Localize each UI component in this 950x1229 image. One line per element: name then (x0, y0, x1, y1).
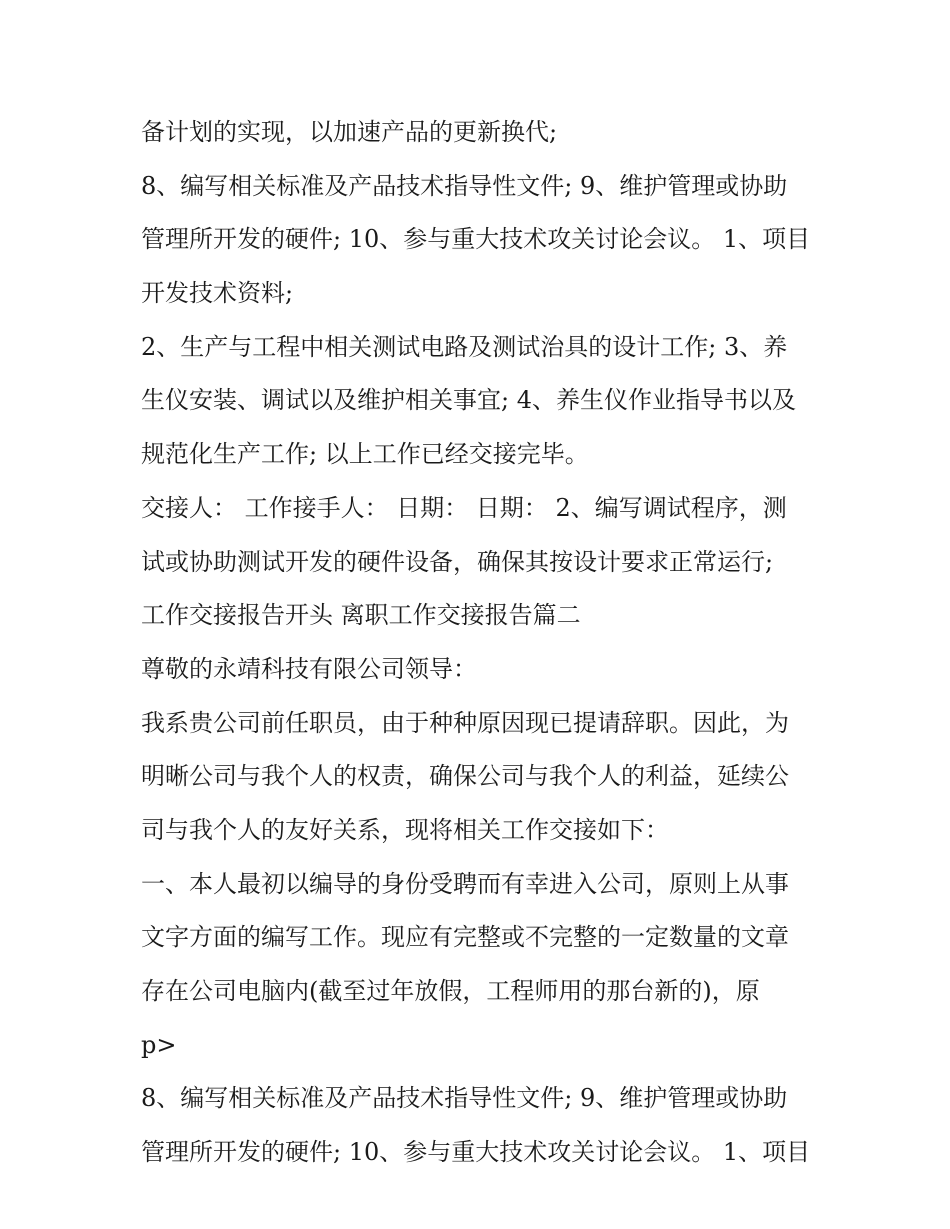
document-body (141, 106, 813, 1180)
text-line: 8、编写相关标准及产品技术指导性文件; 9、维护管理或协助 (141, 171, 788, 200)
text-line: p> (141, 1030, 177, 1059)
text-line: 规范化生产工作; 以上工作已经交接完毕。 (141, 440, 589, 469)
text-line: 8、编写相关标准及产品技术指导性文件; 9、维护管理或协助 (141, 1084, 788, 1113)
text-line: 明晰公司与我个人的权责，确保公司与我个人的利益，延续公 (141, 762, 789, 791)
text-line: 管理所开发的硬件; 10、参与重大技术攻关讨论会议。 1、项目 (141, 225, 811, 254)
text-line: 司与我个人的友好关系，现将相关工作交接如下： (141, 815, 669, 844)
text-line: 备计划的实现，以加速产品的更新换代; (141, 118, 558, 146)
text-line: 尊敬的永靖科技有限公司领导： (141, 654, 477, 683)
text-line: 管理所开发的硬件; 10、参与重大技术攻关讨论会议。 1、项目 (141, 1138, 811, 1167)
text-line: 试或协助测试开发的硬件设备，确保其按设计要求正常运行; (141, 547, 774, 576)
text-line: 文字方面的编写工作。现应有完整或不完整的一定数量的文章 (141, 923, 789, 952)
text-line: 存在公司电脑内(截至过年放假，工程师用的那台新的)，原 (141, 977, 760, 1005)
text-line: 一、本人最初以编导的身份受聘而有幸进入公司，原则上从事 (141, 869, 789, 898)
text-line: 工作交接报告开头 离职工作交接报告篇二 (141, 601, 581, 630)
text-line: 我系贵公司前任职员，由于种种原因现已提请辞职。因此，为 (141, 708, 789, 737)
text-line: 生仪安装、调试以及维护相关事宜; 4、养生仪作业指导书以及 (141, 386, 796, 415)
text-line: 开发技术资料; (141, 279, 294, 308)
text-line: 交接人： 工作接手人： 日期： 日期： 2、编写调试程序，测 (141, 493, 787, 522)
text-line: 2、生产与工程中相关测试电路及测试治具的设计工作; 3、养 (141, 332, 788, 361)
